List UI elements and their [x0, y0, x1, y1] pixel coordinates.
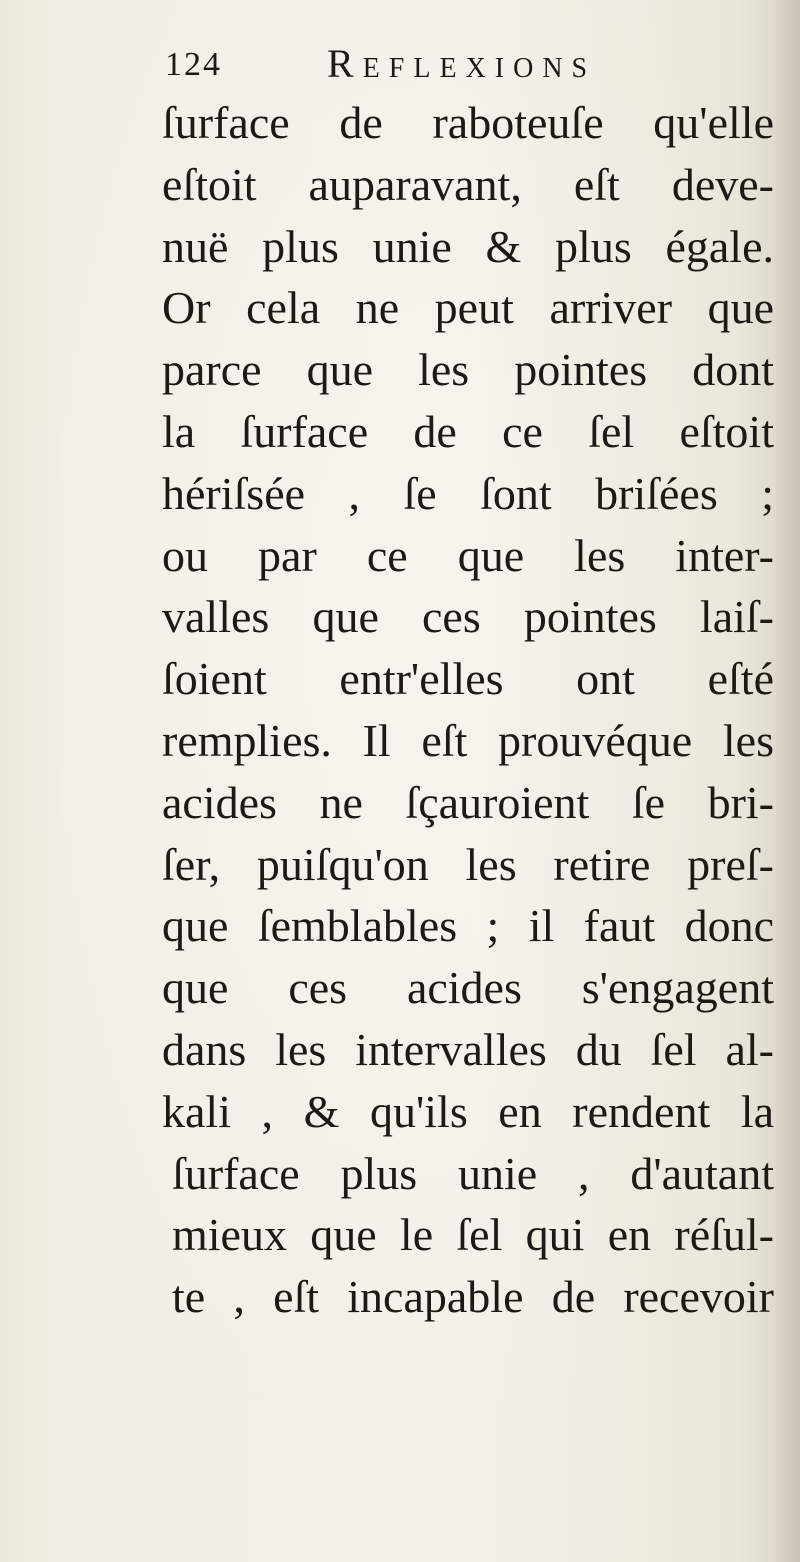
text-line: ſoient entr'elles ont eſté — [162, 653, 774, 705]
page-number: 124 — [165, 46, 222, 83]
text-line: remplies. Il eſt prouvéque les — [162, 714, 774, 766]
text-line: Or cela ne peut arriver que — [162, 282, 774, 334]
text-line: ou par ce que les inter- — [162, 529, 774, 581]
text-line: hériſsée , ſe ſont briſées ; — [162, 467, 774, 519]
text-line: ſer, puiſqu'on les retire preſ- — [162, 838, 774, 890]
text-line: eſtoit auparavant, eſt deve- — [162, 158, 774, 210]
text-line: valles que ces pointes laiſ- — [162, 591, 774, 643]
text-line: que ces acides s'engagent — [162, 962, 774, 1014]
page-edge-shadow — [774, 0, 800, 1562]
text-line: nuë plus unie & plus égale. — [162, 220, 774, 272]
body-text — [162, 92, 774, 1328]
page-header — [165, 40, 725, 96]
text-line: ſurface plus unie , d'autant — [172, 1147, 774, 1199]
running-head: Reflexions — [327, 41, 597, 86]
text-line: kali , & qu'ils en rendent la — [162, 1085, 774, 1137]
text-line: parce que les pointes dont — [162, 344, 774, 396]
text-line: te , eſt incapable de recevoir — [172, 1271, 774, 1323]
text-line: mieux que le ſel qui en réſul- — [172, 1209, 774, 1261]
text-line: la ſurface de ce ſel eſtoit — [162, 405, 774, 457]
text-line: que ſemblables ; il faut donc — [162, 900, 774, 952]
text-line: acides ne ſçauroient ſe bri- — [162, 776, 774, 828]
text-line: dans les intervalles du ſel al- — [162, 1023, 774, 1075]
text-line: ſurface de raboteuſe qu'elle — [162, 97, 774, 148]
